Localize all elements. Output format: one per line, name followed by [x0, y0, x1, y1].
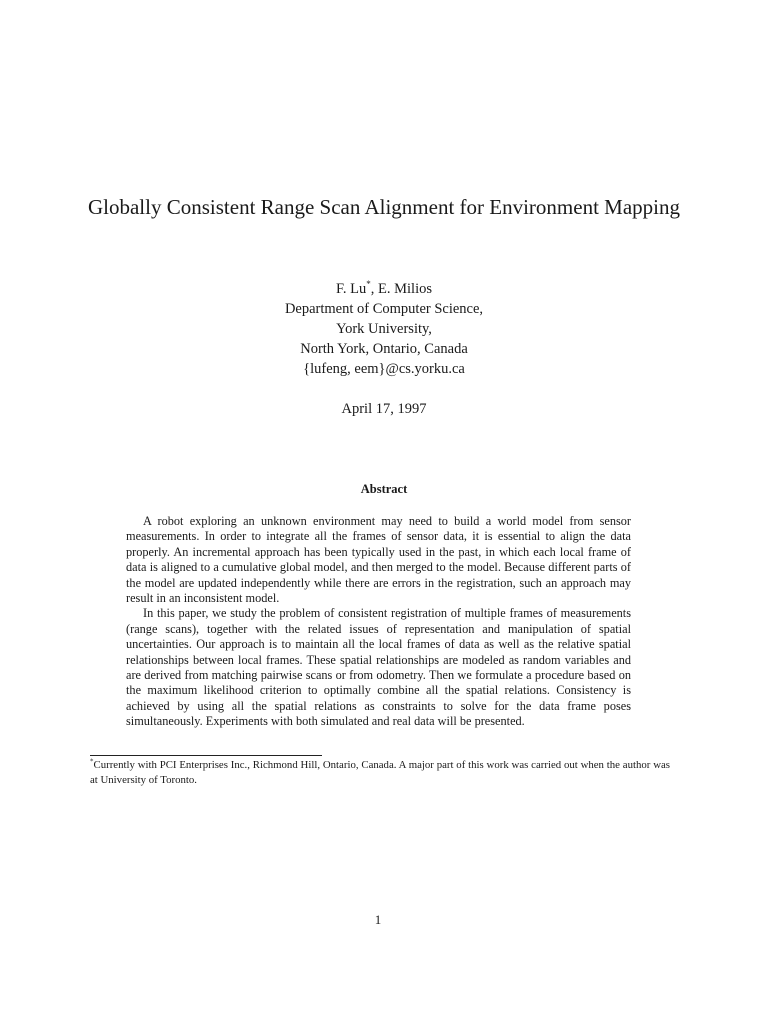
author-department: Department of Computer Science,: [284, 301, 484, 317]
page-number: 1: [374, 912, 382, 927]
abstract-heading: Abstract: [360, 482, 408, 496]
author-names: [0, 279, 768, 299]
abstract-paragraph: A robot exploring an unknown environment may need to build a world model from sensor measurements. In order to integrate all the frames of sensor data, it is essential to align the data properly. An incremental approach has been typically used in the past, in which each local frame of data is aligned to a cumulative global model, and then merged to the model. Because different parts of the model are updated independently while there are errors in the registration, such an approach may result in an inconsistent model.: [126, 514, 631, 606]
author-2-name: , E. Milios: [370, 281, 432, 297]
author-1-name: F. Lu: [336, 281, 367, 297]
author-location: North York, Ontario, Canada: [300, 341, 468, 357]
abstract-paragraph: In this paper, we study the problem of consistent registration of multiple frames of measurements (range scans), together with the related issues of representation and manipulation of spatial uncertainties. Our approach is to maintain all the local frames of data as well as the relative spatial relationships between local frames. These spatial relationships are modeled as random variables and are derived from matching pairwise scans or from odometry. Then we formulate a procedure based on the maximum likelihood criterion to optimally combine all the spatial relations. Consistency is achieved by using all the spatial relations as constraints to solve for the data frame poses simultaneously. Experiments with both simulated and real data will be presented.: [126, 606, 631, 729]
author-emails: {lufeng, eem}@cs.yorku.ca: [303, 361, 465, 377]
paper-title: Globally Consistent Range Scan Alignment for Environment Mapping: [87, 195, 680, 219]
footnote-mark: *: [90, 757, 94, 766]
author-block: [0, 279, 768, 379]
abstract-body: [126, 514, 631, 730]
paper-date: April 17, 1997: [341, 401, 427, 417]
footnote-text: Currently with PCI Enterprises Inc., Richmond Hill, Ontario, Canada. A major part of this work was carried out when the author was at University of Toronto.: [90, 759, 670, 786]
author-university: York University,: [336, 321, 432, 337]
footnote: [90, 758, 670, 787]
footnote-divider: [90, 755, 322, 756]
footnote-marker: *: [366, 279, 371, 290]
